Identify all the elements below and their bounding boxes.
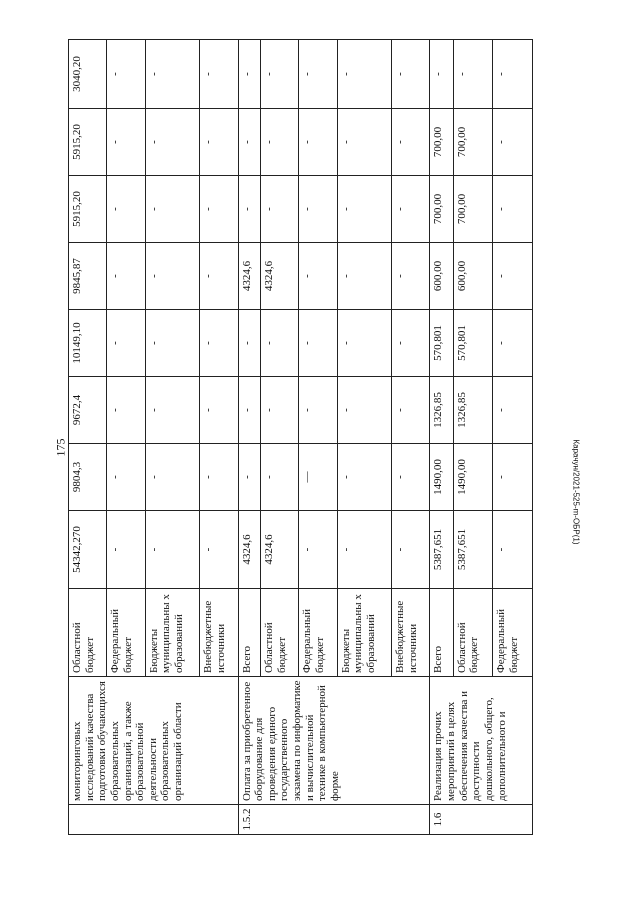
amount-cell: -	[493, 109, 533, 176]
amount-cell: 1490,00	[430, 444, 453, 511]
budget-table	[68, 39, 533, 835]
activity-name: мониторинговых исследований качества подготовки обучающихся образовательных организаций, а также образовательной деятельности образовательных организаций области	[69, 677, 239, 805]
amount-cell: -	[392, 109, 430, 176]
amount-cell: -	[337, 511, 391, 589]
amount-cell: -	[337, 109, 391, 176]
row-number: 1.6	[430, 805, 533, 835]
amount-cell: -	[337, 377, 391, 444]
amount-cell: -	[107, 444, 145, 511]
amount-cell: -	[493, 377, 533, 444]
amount-cell: -	[145, 310, 199, 377]
amount-cell: -	[107, 176, 145, 243]
amount-cell: -	[337, 310, 391, 377]
amount-cell: 54342,270	[69, 511, 107, 589]
amount-cell: -	[337, 40, 391, 109]
amount-cell: -	[200, 40, 238, 109]
amount-cell: -	[299, 310, 337, 377]
amount-cell: -	[493, 444, 533, 511]
amount-cell: -	[493, 176, 533, 243]
row-number: 1.5.2	[238, 805, 430, 835]
amount-cell: 5387,651	[453, 511, 493, 589]
amount-cell: -	[299, 243, 337, 310]
amount-cell: -	[392, 40, 430, 109]
amount-cell: -	[145, 377, 199, 444]
amount-cell: 700,00	[430, 109, 453, 176]
amount-cell: -	[337, 444, 391, 511]
amount-cell: -	[200, 109, 238, 176]
amount-cell: -	[493, 40, 533, 109]
row-number	[69, 805, 239, 835]
amount-cell: -	[200, 310, 238, 377]
amount-cell: -	[299, 511, 337, 589]
funding-source: Всего	[430, 589, 453, 677]
amount-cell: -	[299, 176, 337, 243]
activity-name: Оплата за приобретенное оборудование для проведения единого государственного экзамена по информатике и вычислительной технике в компьютерной форме	[238, 677, 430, 805]
funding-source: Внебюджетные источники	[200, 589, 238, 677]
amount-cell: -	[238, 377, 260, 444]
amount-cell: 5387,651	[430, 511, 453, 589]
amount-cell: 9804,3	[69, 444, 107, 511]
amount-cell: -	[299, 109, 337, 176]
amount-cell: 9845,87	[69, 243, 107, 310]
amount-cell: -	[392, 243, 430, 310]
amount-cell: -	[392, 377, 430, 444]
activity-name: Реализация прочих мероприятий в целях обеспечения качества и доступности дошкольного, общего, дополнительного и	[430, 677, 533, 805]
amount-cell: -	[392, 310, 430, 377]
amount-cell: 4324,6	[238, 511, 260, 589]
amount-cell: —	[299, 444, 337, 511]
amount-cell: -	[260, 310, 298, 377]
funding-source: Бюджеты муниципальны х образований	[337, 589, 391, 677]
amount-cell: -	[260, 109, 298, 176]
funding-source: Федеральный бюджет	[493, 589, 533, 677]
amount-cell: -	[200, 377, 238, 444]
amount-cell: -	[260, 176, 298, 243]
amount-cell: 5915,20	[69, 176, 107, 243]
amount-cell: 570,801	[430, 310, 453, 377]
amount-cell: -	[238, 310, 260, 377]
amount-cell: -	[238, 109, 260, 176]
amount-cell: 1326,85	[430, 377, 453, 444]
amount-cell: -	[337, 243, 391, 310]
document-code: Карачун/2021-525-m-ОБР(1)	[571, 439, 581, 545]
amount-cell: -	[493, 310, 533, 377]
amount-cell: -	[145, 40, 199, 109]
funding-source: Областной бюджет	[69, 589, 107, 677]
amount-cell: 1490,00	[453, 444, 493, 511]
funding-source: Федеральный бюджет	[107, 589, 145, 677]
amount-cell: -	[493, 511, 533, 589]
amount-cell: -	[145, 444, 199, 511]
amount-cell: -	[260, 377, 298, 444]
funding-source: Федеральный бюджет	[299, 589, 337, 677]
amount-cell: 4324,6	[260, 511, 298, 589]
amount-cell: -	[392, 444, 430, 511]
amount-cell: 4324,6	[238, 243, 260, 310]
amount-cell: 600,00	[430, 243, 453, 310]
amount-cell: 5915,20	[69, 109, 107, 176]
amount-cell: -	[299, 40, 337, 109]
amount-cell: -	[200, 243, 238, 310]
amount-cell: -	[392, 176, 430, 243]
funding-source: Бюджеты муниципальны х образований	[145, 589, 199, 677]
budget-table-sheet	[68, 40, 533, 835]
amount-cell: 10149,10	[69, 310, 107, 377]
page-number: 175	[53, 438, 68, 457]
amount-cell: -	[145, 511, 199, 589]
amount-cell: -	[200, 176, 238, 243]
amount-cell: -	[299, 377, 337, 444]
amount-cell: -	[238, 444, 260, 511]
amount-cell: -	[337, 176, 391, 243]
amount-cell: 700,00	[453, 109, 493, 176]
amount-cell: -	[453, 40, 493, 109]
funding-source: Всего	[238, 589, 260, 677]
amount-cell: -	[260, 444, 298, 511]
amount-cell: -	[493, 243, 533, 310]
amount-cell: -	[200, 444, 238, 511]
amount-cell: 9672,4	[69, 377, 107, 444]
funding-source: Внебюджетные источники	[392, 589, 430, 677]
amount-cell: 3040,20	[69, 40, 107, 109]
funding-source: Областной бюджет	[453, 589, 493, 677]
amount-cell: -	[260, 40, 298, 109]
amount-cell: 1326,85	[453, 377, 493, 444]
amount-cell: -	[145, 176, 199, 243]
amount-cell: -	[392, 511, 430, 589]
amount-cell: -	[107, 377, 145, 444]
amount-cell: -	[200, 511, 238, 589]
amount-cell: 600,00	[453, 243, 493, 310]
amount-cell: -	[238, 176, 260, 243]
amount-cell: -	[238, 40, 260, 109]
funding-source: Областной бюджет	[260, 589, 298, 677]
amount-cell: 700,00	[453, 176, 493, 243]
amount-cell: -	[430, 40, 453, 109]
amount-cell: 4324,6	[260, 243, 298, 310]
amount-cell: 570,801	[453, 310, 493, 377]
amount-cell: -	[107, 511, 145, 589]
amount-cell: 700,00	[430, 176, 453, 243]
table-row	[238, 40, 260, 835]
amount-cell: -	[107, 109, 145, 176]
table-row	[430, 40, 453, 835]
table-row	[69, 40, 107, 835]
amount-cell: -	[107, 243, 145, 310]
amount-cell: -	[145, 109, 199, 176]
amount-cell: -	[107, 40, 145, 109]
amount-cell: -	[145, 243, 199, 310]
amount-cell: -	[107, 310, 145, 377]
